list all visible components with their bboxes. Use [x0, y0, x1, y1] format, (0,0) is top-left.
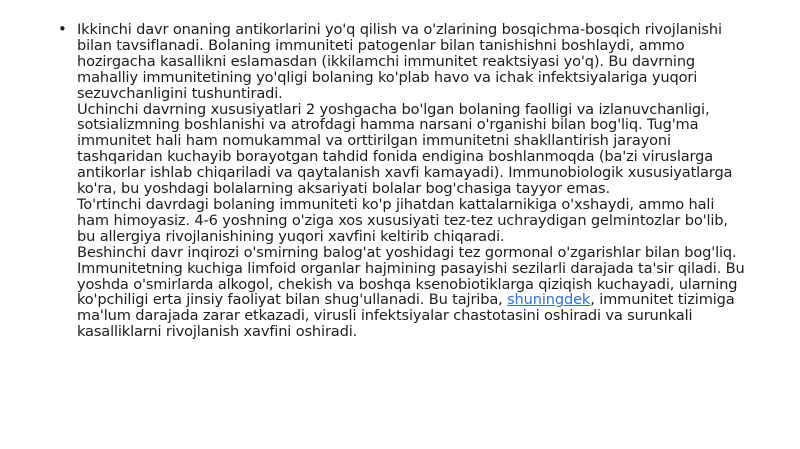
bullet-icon: • — [58, 20, 67, 38]
shuningdek-link[interactable]: shuningdek — [507, 291, 591, 309]
paragraph-fifth-text-end: , immunitet tizimiga ma'lum darajada zarar etkazadi, virusli infektsiyalar chastotasini oshiradi va surunkali kasalliklarni rivojlanish xavfini oshiradi. — [77, 291, 735, 341]
bullet-item — [58, 22, 748, 340]
paragraph-fifth-text-start: Beshinchi davr inqirozi o'smirning balog'at yoshidagi tez gormonal o'zgarishlar bilan bog'liq. Immunitetning kuchiga limfoid organlar hajmining pasayishi sezilarli darajada ta'sir qiladi. Bu yoshda o'smirlarda alkogol, chekish va boshqa ksenobiotiklarga qiziqish kuchayadi, ularning ko'pchiligi erta jinsiy faoliyat bilan shug'ullanadi. Bu tajriba, — [77, 243, 745, 309]
paragraph-fourth-period: To'rtinchi davrdagi bolaning immuniteti ko'p jihatdan kattalarnikiga o'xshaydi, ammo hali ham himoyasiz. 4-6 yoshning o'ziga xos xususiyati tez-tez uchraydigan gelmintozlar bo'lib, bu allergiya rivojlanishining yuqori xavfini keltirib chiqaradi. — [77, 195, 728, 245]
paragraph-fifth-period — [77, 245, 748, 340]
text-body — [58, 22, 748, 340]
paragraph-third-period: Uchinchi davrning xususiyatlari 2 yoshgacha bo'lgan bolaning faolligi va izlanuvchanligi, sotsializmning boshlanishi va atrofdagi hamma narsani o'rganishi bilan bog'liq. Tug'ma immunitet hali ham nomukammal va orttirilgan immunitetni shakllantirish jarayoni tashqaridan kuchayib borayotgan tahdid fonida endigina boshlanmoqda (ba'zi viruslarga antikorlar ishlab chiqariladi va qaytalanish xavfi kamayadi). Immunobiologik xususiyatlarga ko'ra, bu yoshdagi bolalarning aksariyati bolalar bog'chasiga tayyor emas. — [77, 100, 733, 198]
paragraph-second-period: Ikkinchi davr onaning antikorlarini yo'q qilish va o'zlarining bosqichma-bosqich rivojlanishi bilan tavsiflanadi. Bolaning immuniteti patogenlar bilan tanishishni boshlaydi, ammo hozirgacha kasallikni eslamasdan (ikkilamchi immunitet reaktsiyasi yo'q). Bu davrning mahalliy immunitetining yo'qligi bolaning ko'plab havo va ichak infektsiyalariga yuqori sezuvchanligini tushuntiradi. — [77, 21, 722, 102]
